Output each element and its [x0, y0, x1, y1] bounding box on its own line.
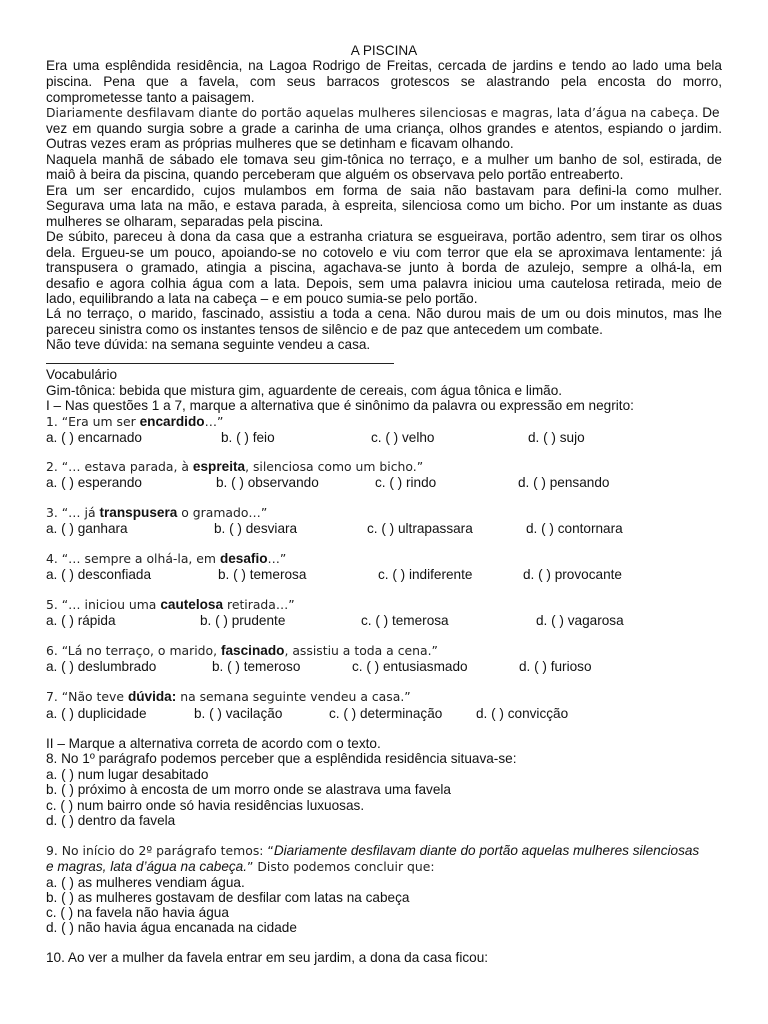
question-1-option-a[interactable]: a. ( ) encarnado: [46, 430, 142, 445]
paragraph-4-line-2: Segurava uma lata na mão, e estava parada, à espreita, silenciosa como um bicho. Por um instante as duas: [46, 198, 722, 213]
question-4-option-c[interactable]: c. ( ) indiferente: [378, 567, 473, 582]
question-8-stem: 8. No 1º parágrafo podemos perceber que a esplêndida residência situava-se:: [46, 751, 517, 766]
question-5-post: retirada…”: [223, 597, 295, 612]
question-5-stem: [46, 597, 722, 612]
question-3-option-a[interactable]: a. ( ) ganhara: [46, 521, 128, 536]
question-4-option-a[interactable]: a. ( ) desconfiada: [46, 567, 152, 582]
question-3-post: o gramado…”: [177, 505, 268, 520]
question-3-stem: [46, 505, 722, 520]
question-1-option-c[interactable]: c. ( ) velho: [371, 430, 435, 445]
question-8-option-b[interactable]: b. ( ) próximo à encosta de um morro onde se alastrava uma favela: [46, 782, 451, 797]
question-2-stem: [46, 459, 722, 474]
question-9-option-b[interactable]: b. ( ) as mulheres gostavam de desfilar com latas na cabeça: [46, 890, 410, 905]
question-7-keyword: dúvida:: [127, 689, 177, 704]
question-7-post: na semana seguinte vendeu a casa.”: [176, 689, 411, 704]
question-3-option-b[interactable]: b. ( ) desviara: [214, 521, 298, 536]
paragraph-2-line-1-tail: De: [702, 105, 720, 120]
question-6-option-a[interactable]: a. ( ) deslumbrado: [46, 659, 157, 674]
question-1-stem: [46, 414, 722, 429]
question-6-keyword: fascinado: [220, 643, 285, 658]
question-9-stem-line-1: [46, 843, 722, 858]
question-5-option-c[interactable]: c. ( ) temerosa: [361, 613, 449, 628]
paragraph-4-line-1: Era um ser encardido, cujos mulambos em forma de saia não bastavam para defini-la como mulher.: [46, 183, 722, 198]
question-7-option-a[interactable]: a. ( ) duplicidade: [46, 706, 147, 721]
question-7-stem: [46, 689, 722, 704]
question-1-post: …”: [204, 414, 224, 429]
paragraph-7: Não teve dúvida: na semana seguinte vendeu a casa.: [46, 337, 371, 352]
paragraph-2-line-1-text: Diariamente desfilavam diante do portão aquelas mulheres silenciosas e magras, lata d’água na cabeça.: [46, 105, 699, 120]
paragraph-5-line-3: transpusera o gramado, atingia a piscina, agachava-se junto à borda de azulejo, sempre a olhá-la, em: [46, 260, 722, 275]
paragraph-1-line-1: Era uma esplêndida residência, na Lagoa Rodrigo de Freitas, cercada de jardins e tendo ao lado uma bela: [46, 58, 722, 73]
question-4-stem: [46, 551, 722, 566]
question-9-option-c[interactable]: c. ( ) na favela não havia água: [46, 905, 229, 920]
question-4-option-d[interactable]: d. ( ) provocante: [523, 567, 622, 582]
question-8-option-c[interactable]: c. ( ) num bairro onde só havia residências luxuosas.: [46, 798, 365, 813]
question-4-post: …”: [267, 551, 287, 566]
paragraph-3-line-2: maiô à beira da piscina, quando perceberam que alguém os observava pelo portão entreaberto.: [46, 167, 624, 182]
question-5-option-d[interactable]: d. ( ) vagarosa: [536, 613, 624, 628]
paragraph-1-line-3: comprometesse tanto a paisagem.: [46, 90, 255, 105]
question-5-pre: 5. “… iniciou uma: [46, 597, 161, 612]
question-4-option-b[interactable]: b. ( ) temerosa: [218, 567, 307, 582]
question-6-post: , assistiu a toda a cena.”: [284, 643, 438, 658]
question-10-stem: 10. Ao ver a mulher da favela entrar em seu jardim, a dona da casa ficou:: [46, 950, 489, 965]
question-2-post: , silenciosa como um bicho.”: [245, 459, 424, 474]
page-title: A PISCINA: [350, 43, 418, 58]
paragraph-1-line-2: piscina. Pena que a favela, com seus barracos grotescos se alastrando pela encosta do morro,: [46, 74, 722, 89]
question-1-option-b[interactable]: b. ( ) feio: [221, 430, 275, 445]
question-8-option-a[interactable]: a. ( ) num lugar desabitado: [46, 767, 209, 782]
question-6-pre: 6. “Lá no terraço, o marido,: [46, 643, 221, 658]
question-1-pre: 1. “Era um ser: [46, 414, 140, 429]
question-1-keyword: encardido: [139, 414, 205, 429]
question-6-option-c[interactable]: c. ( ) entusiasmado: [352, 659, 468, 674]
question-3-keyword: transpusera: [99, 505, 178, 520]
question-9-quote-2: e magras, lata d’água na cabeça.: [46, 859, 248, 874]
question-2-option-a[interactable]: a. ( ) esperando: [46, 475, 142, 490]
question-3-option-c[interactable]: c. ( ) ultrapassara: [367, 521, 473, 536]
vocab-entry: Gim-tônica: bebida que mistura gim, aguardente de cereais, com água tônica e limão.: [46, 383, 563, 398]
question-4-pre: 4. “… sempre a olhá-la, em: [46, 551, 220, 566]
question-9-option-a[interactable]: a. ( ) as mulheres vendiam água.: [46, 875, 245, 890]
paragraph-2-line-3: Outras vezes eram as próprias mulheres que se detinham e ficavam olhando.: [46, 136, 514, 151]
paragraph-6-line-1: Lá no terraço, o marido, fascinado, assistiu a toda a cena. Não durou mais de um ou dois minutos, mas lhe: [46, 306, 722, 321]
question-2-keyword: espreita: [192, 459, 246, 474]
paragraph-2-line-1: [46, 105, 722, 120]
question-3-pre: 3. “… já: [46, 505, 100, 520]
question-7-option-c[interactable]: c. ( ) determinação: [329, 706, 443, 721]
question-9-stem-line-2: [46, 859, 722, 874]
question-9-quote-1: Diariamente desfilavam diante do portão aquelas mulheres silenciosas: [273, 843, 700, 858]
question-2-option-b[interactable]: b. ( ) observando: [216, 475, 319, 490]
question-5-option-b[interactable]: b. ( ) prudente: [200, 613, 286, 628]
paragraph-6-line-2: pareceu sinistra como os instantes tensos de silêncio e de paz que antecedem um combate.: [46, 322, 603, 337]
question-6-stem: [46, 643, 722, 658]
question-2-pre: 2. “… estava parada, à: [46, 459, 193, 474]
divider-rule: [46, 363, 394, 364]
question-7-option-d[interactable]: d. ( ) convicção: [476, 706, 569, 721]
question-5-option-a[interactable]: a. ( ) rápida: [46, 613, 116, 628]
paragraph-3-line-1: Naquela manhã de sábado ele tomava seu gim-tônica no terraço, e a mulher um banho de sol, estirada, de: [46, 152, 722, 167]
question-4-keyword: desafio: [219, 551, 268, 566]
question-9-post: ” Disto podemos concluir que:: [247, 859, 435, 874]
question-6-option-b[interactable]: b. ( ) temeroso: [212, 659, 301, 674]
question-1-option-d[interactable]: d. ( ) sujo: [528, 430, 585, 445]
paragraph-5-line-5: lado, equilibrando a lata na cabeça – e em pouco sumia-se pelo portão.: [46, 291, 478, 306]
question-7-pre: 7. “Não teve: [46, 689, 128, 704]
question-2-option-c[interactable]: c. ( ) rindo: [375, 475, 437, 490]
vocab-heading: Vocabulário: [46, 367, 118, 382]
paragraph-5-line-1: De súbito, pareceu à dona da casa que a estranha criatura se esgueirava, portão adentro, sem tirar os olhos: [46, 229, 722, 244]
question-5-keyword: cautelosa: [160, 597, 224, 612]
question-9-option-d[interactable]: d. ( ) não havia água encanada na cidade: [46, 920, 297, 935]
question-2-option-d[interactable]: d. ( ) pensando: [518, 475, 610, 490]
question-6-option-d[interactable]: d. ( ) furioso: [519, 659, 592, 674]
question-9-pre: 9. No início do 2º parágrafo temos: “: [46, 843, 274, 858]
paragraph-5-line-2: dela. Ergueu-se um pouco, apoiando-se no cotovelo e viu com terror que ela se aproximava lentamente: já: [46, 245, 722, 260]
paragraph-5-line-4: desafio e agora colhia água com a lata. Depois, sem uma palavra iniciou uma cautelosa retirada, meio de: [46, 276, 722, 291]
section-2-instruction: II – Marque a alternativa correta de acordo com o texto.: [46, 736, 381, 751]
question-3-option-d[interactable]: d. ( ) contornara: [526, 521, 623, 536]
question-8-option-d[interactable]: d. ( ) dentro da favela: [46, 813, 176, 828]
paragraph-2-line-2: vez em quando surgia sobre a grade a carinha de uma criança, olhos grandes e atentos, espiando o jardim.: [46, 121, 722, 136]
paragraph-4-line-3: mulheres se olharam, separadas pela piscina.: [46, 214, 324, 229]
section-1-instruction: I – Nas questões 1 a 7, marque a alternativa que é sinônimo da palavra ou expressão em negrito:: [46, 398, 634, 413]
question-7-option-b[interactable]: b. ( ) vacilação: [194, 706, 283, 721]
